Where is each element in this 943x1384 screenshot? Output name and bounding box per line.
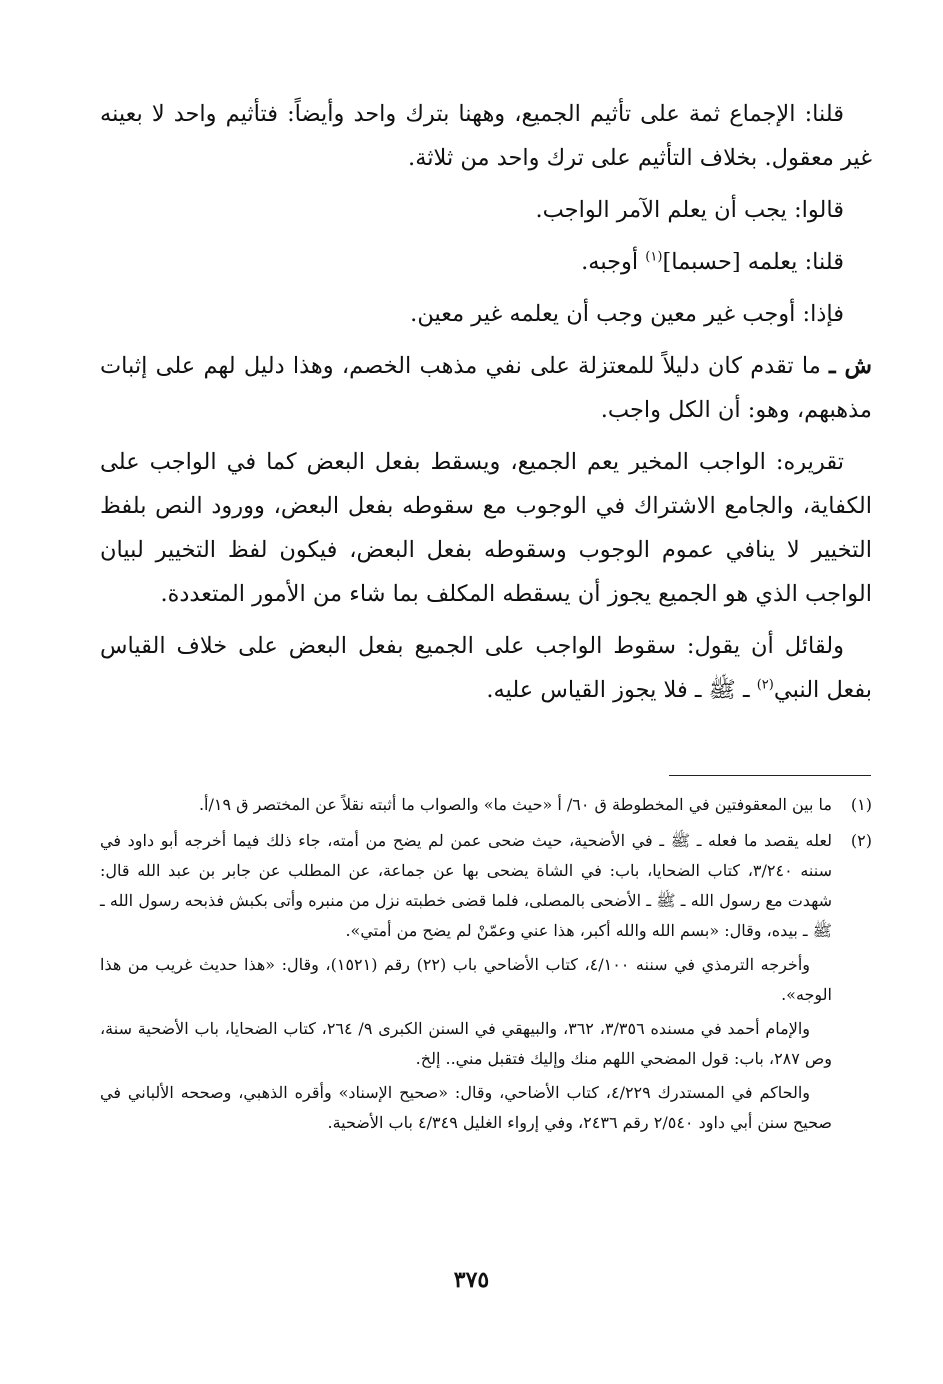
page-body	[100, 92, 872, 720]
footnote-text: والحاكم في المستدرك ٤/٢٢٩، كتاب الأضاحي، وقال: «صحيح الإسناد» وأقره الذهبي، وصححه الألباني في صحيح سنن أبي داود ٢/٥٤٠ رقم ٢٤٣٦، وفي إرواء الغليل ٤/٣٤٩ باب الأضحية.	[100, 1083, 832, 1132]
paragraph-7-text-end: ـ ﷺ ـ فلا يجوز القياس عليه.	[486, 677, 757, 703]
footnote-ref-1[interactable]: (١)	[645, 249, 663, 265]
footnote-body	[100, 790, 832, 824]
footnote-text: والإمام أحمد في مسنده ٣/٣٥٦، ٣٦٢، والبيهقي في السنن الكبرى ٩/ ٢٦٤، كتاب الضحايا، باب الأضحية سنة، وص ٢٨٧، باب: قول المضحي اللهم منك وإليك فتقبل مني.. إلخ.	[100, 1019, 832, 1068]
footnotes	[100, 790, 872, 1144]
footnote-ref-2[interactable]: (٢)	[756, 677, 774, 693]
footnote-separator	[669, 775, 871, 776]
commentary-marker: ش ـ	[829, 353, 872, 379]
paragraph-3-text-end: أوجبه.	[581, 249, 646, 275]
footnote-number: (٢)	[850, 831, 872, 850]
paragraph-5-text: ما تقدم كان دليلاً للمعتزلة على نفي مذهب الخصم، وهذا دليل لهم على إثبات مذهبهم، وهو: أن الكل واجب.	[100, 353, 872, 423]
footnote-text: ما بين المعقوفتين في المخطوطة ق ٦٠/ أ «حيث ما» والصواب ما أثبته نقلاً عن المختصر ق ١٩/أ.	[198, 795, 832, 814]
footnote-number: (١)	[850, 795, 872, 814]
paragraph-3-text: قلنا: يعلمه [حسبما]	[662, 249, 844, 275]
paragraph-4: فإذا: أوجب غير معين وجب أن يعلمه غير معين.	[410, 301, 844, 327]
footnote-1	[100, 790, 872, 824]
paragraph-2: قالوا: يجب أن يعلم الآمر الواجب.	[535, 197, 844, 223]
page-number: ٣٧٥	[453, 1267, 490, 1293]
paragraph-7-text: ولقائل أن يقول: سقوط الواجب على الجميع بفعل البعض على خلاف القياس بفعل النبي	[100, 633, 872, 703]
footnote-2	[100, 826, 872, 1142]
paragraph-3	[100, 240, 872, 284]
footnote-text: وأخرجه الترمذي في سننه ٤/١٠٠، كتاب الأضاحي باب (٢٢) رقم (١٥٢١)، وقال: «هذا حديث غريب من هذا الوجه».	[100, 955, 832, 1004]
footnote-body	[100, 826, 832, 1142]
paragraph-6: تقريره: الواجب المخير يعم الجميع، ويسقط بفعل البعض كما في الواجب على الكفاية، والجامع الاشتراك في الوجوب مع سقوطه بفعل البعض، وورود النص بلفظ التخيير لا ينافي عموم الوجوب وسقوطه بفعل البعض، فيكون لفظ التخيير لبيان الواجب الذي هو الجميع يجوز أن يسقطه المكلف بما شاء من الأمور المتعددة.	[100, 449, 872, 607]
paragraph-1: قلنا: الإجماع ثمة على تأثيم الجميع، وههنا بترك واحد وأيضاً: فتأثيم واحد لا بعينه غير معقول. بخلاف التأثيم على ترك واحد من ثلاثة.	[100, 101, 872, 171]
footnote-text: لعله يقصد ما فعله ـ ﷺ ـ في الأضحية، حيث ضحى عمن لم يضح من أمته، جاء ذلك فيما أخرجه أبو داود في سننه ٣/٢٤٠، كتاب الضحايا، باب: في الشاة يضحى بها عن جماعة، عن المطلب عن جابر بن عبد الله قال: شهدت مع رسول الله ـ ﷺ ـ الأضحى بالمصلى، فلما قضى خطبته نزل من منبره وأتى بكبش فذبحه رسول الله ـ ﷺ ـ بيده، وقال: «بسم الله والله أكبر، هذا عني وعمّنْ لم يضح من أمتي».	[100, 831, 833, 940]
paragraph-7	[100, 624, 872, 712]
main-text	[100, 92, 872, 712]
paragraph-5	[100, 344, 872, 432]
